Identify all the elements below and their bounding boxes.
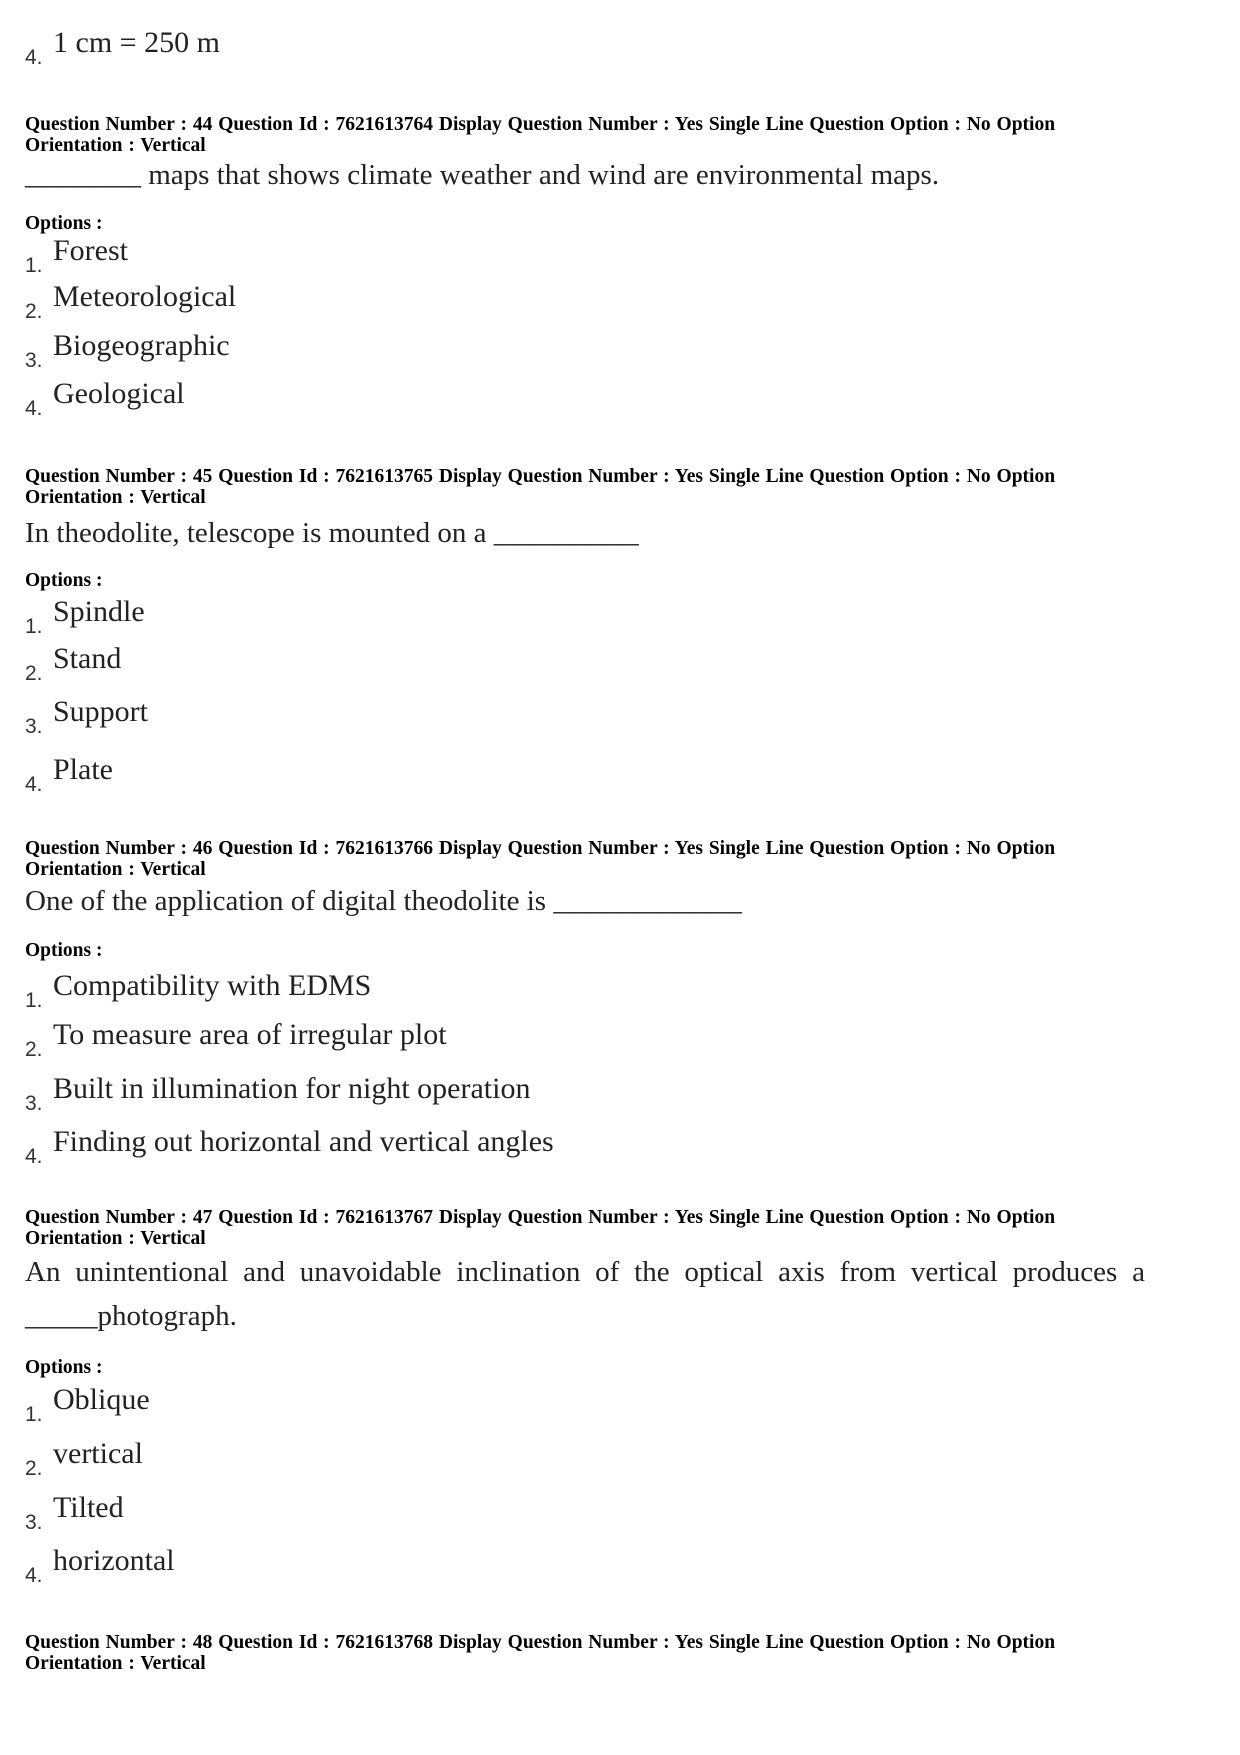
- option-number: 2.: [25, 300, 43, 323]
- option-text: horizontal: [53, 1544, 175, 1577]
- option-text: vertical: [53, 1437, 143, 1470]
- option-44-2: [25, 282, 1125, 322]
- question-meta-line1: Question Number : 48 Question Id : 7621613768 Display Question Number : Yes Single Line Question Option : No Option: [25, 1632, 1056, 1653]
- option-47-4: [25, 1546, 1125, 1586]
- option-45-3: [25, 697, 1125, 737]
- option-text: Finding out horizontal and vertical angles: [53, 1125, 554, 1158]
- question-meta-line2: Orientation : Vertical: [25, 135, 206, 156]
- option-44-1: [25, 236, 1125, 276]
- question-meta-line1: Question Number : 45 Question Id : 7621613765 Display Question Number : Yes Single Line Question Option : No Option: [25, 466, 1056, 487]
- question-meta-line2: Orientation : Vertical: [25, 487, 206, 508]
- option-47-3: [25, 1493, 1125, 1533]
- option-number: 2.: [25, 662, 43, 685]
- question-meta-45: [25, 466, 1145, 508]
- option-text: Compatibility with EDMS: [53, 969, 372, 1002]
- options-label: Options :: [25, 1357, 103, 1378]
- option-text: Built in illumination for night operation: [53, 1072, 531, 1105]
- question-meta-48: [25, 1632, 1145, 1674]
- option-number: 2.: [25, 1457, 43, 1480]
- options-label: Options :: [25, 213, 103, 234]
- option-text: 1 cm = 250 m: [53, 26, 220, 59]
- option-number: 4.: [25, 46, 43, 69]
- option-text: Stand: [53, 642, 122, 675]
- option-text: Tilted: [53, 1491, 124, 1524]
- option-45-1: [25, 597, 1125, 637]
- option-number: 3.: [25, 715, 43, 738]
- option-46-2: [25, 1020, 1125, 1060]
- option-text: Plate: [53, 753, 113, 786]
- option-number: 1.: [25, 254, 43, 277]
- question-text-44: ________ maps that shows climate weather and wind are environmental maps.: [25, 159, 940, 191]
- option-45-4: [25, 755, 1125, 795]
- option-text: Oblique: [53, 1383, 150, 1416]
- option-number: 1.: [25, 989, 43, 1012]
- question-meta-line2: Orientation : Vertical: [25, 1653, 206, 1674]
- question-meta-line2: Orientation : Vertical: [25, 1228, 206, 1249]
- options-label: Options :: [25, 570, 103, 591]
- option-47-2: [25, 1439, 1125, 1479]
- option-number: 1.: [25, 1403, 43, 1426]
- option-text: Biogeographic: [53, 329, 230, 362]
- option-46-4: [25, 1127, 1125, 1167]
- question-meta-line1: Question Number : 44 Question Id : 7621613764 Display Question Number : Yes Single Line Question Option : No Option: [25, 114, 1056, 135]
- option-47-1: [25, 1385, 1125, 1425]
- option-46-1: [25, 971, 1125, 1011]
- option-text: Support: [53, 695, 149, 728]
- option-number: 4.: [25, 773, 43, 796]
- option-44-4: [25, 379, 1125, 419]
- option-text: Meteorological: [53, 280, 237, 313]
- question-text-46: One of the application of digital theodolite is _____________: [25, 885, 742, 917]
- option-number: 3.: [25, 1092, 43, 1115]
- carryover-option: [25, 28, 1125, 68]
- option-text: Geological: [53, 377, 185, 410]
- option-44-3: [25, 331, 1125, 371]
- option-number: 4.: [25, 1564, 43, 1587]
- option-45-2: [25, 644, 1125, 684]
- option-number: 1.: [25, 615, 43, 638]
- option-number: 3.: [25, 349, 43, 372]
- options-label: Options :: [25, 940, 103, 961]
- option-number: 3.: [25, 1511, 43, 1534]
- option-text: To measure area of irregular plot: [53, 1018, 447, 1051]
- option-number: 2.: [25, 1038, 43, 1061]
- question-meta-line1: Question Number : 46 Question Id : 7621613766 Display Question Number : Yes Single Line Question Option : No Option: [25, 838, 1056, 859]
- question-meta-44: [25, 114, 1145, 156]
- option-text: Spindle: [53, 595, 145, 628]
- question-text-45: In theodolite, telescope is mounted on a __________: [25, 517, 639, 549]
- option-46-3: [25, 1074, 1125, 1114]
- option-text: Forest: [53, 234, 128, 267]
- question-meta-46: [25, 838, 1145, 880]
- question-meta-line2: Orientation : Vertical: [25, 859, 206, 880]
- option-number: 4.: [25, 397, 43, 420]
- question-text-47: An unintentional and unavoidable inclination of the optical axis from vertical produces a _____photograph.: [25, 1256, 1145, 1332]
- question-meta-line1: Question Number : 47 Question Id : 7621613767 Display Question Number : Yes Single Line Question Option : No Option: [25, 1207, 1056, 1228]
- option-number: 4.: [25, 1145, 43, 1168]
- question-meta-47: [25, 1207, 1145, 1249]
